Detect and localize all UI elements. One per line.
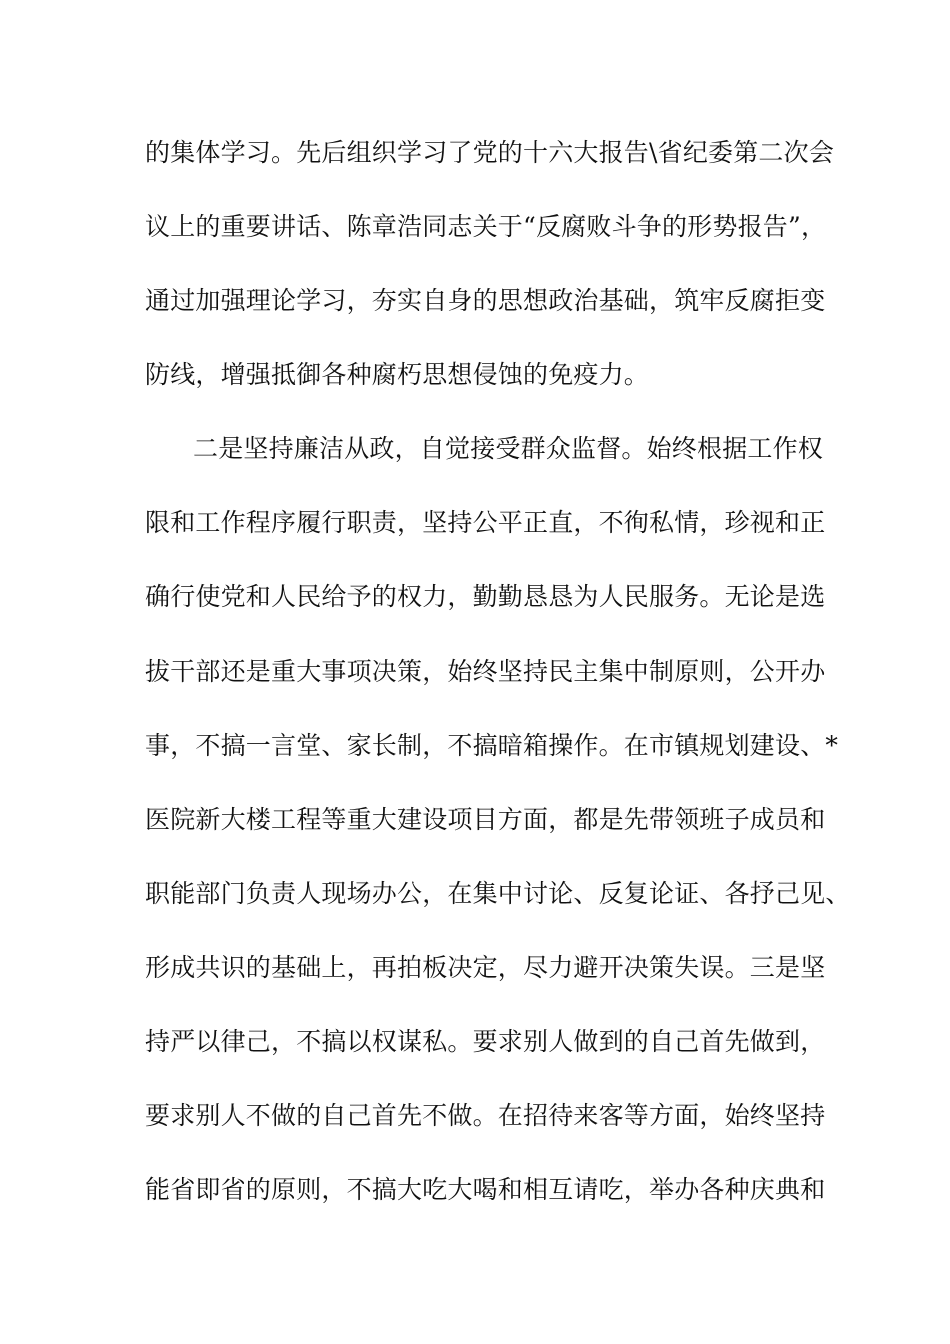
text-line: 能省即省的原则，不搞大吃大喝和相互请吃，举办各种庆典和	[145, 1175, 826, 1204]
text-line: 确行使党和人民给予的权力，勤勤恳恳为人民服务。无论是选	[145, 582, 826, 611]
text-line: 持严以律己，不搞以权谋私。要求别人做到的自己首先做到，	[145, 1027, 826, 1056]
text-line: 的集体学习。先后组织学习了党的十六大报告\省纪委第二次会	[145, 138, 835, 167]
text-line: 通过加强理论学习，夯实自身的思想政治基础，筑牢反腐拒变	[145, 286, 826, 315]
text-line: 职能部门负责人现场办公，在集中讨论、反复论证、各抒己见、	[145, 879, 851, 908]
text-line: 要求别人不做的自己首先不做。在招待来客等方面，始终坚持	[145, 1101, 826, 1130]
text-line: 防线，增强抵御各种腐朽思想侵蚀的免疫力。	[145, 360, 650, 389]
text-line: 拔干部还是重大事项决策，始终坚持民主集中制原则，公开办	[145, 657, 826, 686]
text-line: 限和工作程序履行职责，坚持公平正直，不徇私情，珍视和正	[145, 508, 826, 537]
paragraph-first-line: 二是坚持廉洁从政，自觉接受群众监督。始终根据工作权	[193, 434, 824, 463]
text-line: 事，不搞一言堂、家长制，不搞暗箱操作。在市镇规划建设、*	[145, 731, 839, 760]
text-line: 医院新大楼工程等重大建设项目方面，都是先带领班子成员和	[145, 805, 826, 834]
text-line: 议上的重要讲话、陈章浩同志关于“反腐败斗争的形势报告”，	[145, 212, 827, 241]
text-line: 形成共识的基础上，再拍板决定，尽力避开决策失误。三是坚	[145, 953, 826, 982]
